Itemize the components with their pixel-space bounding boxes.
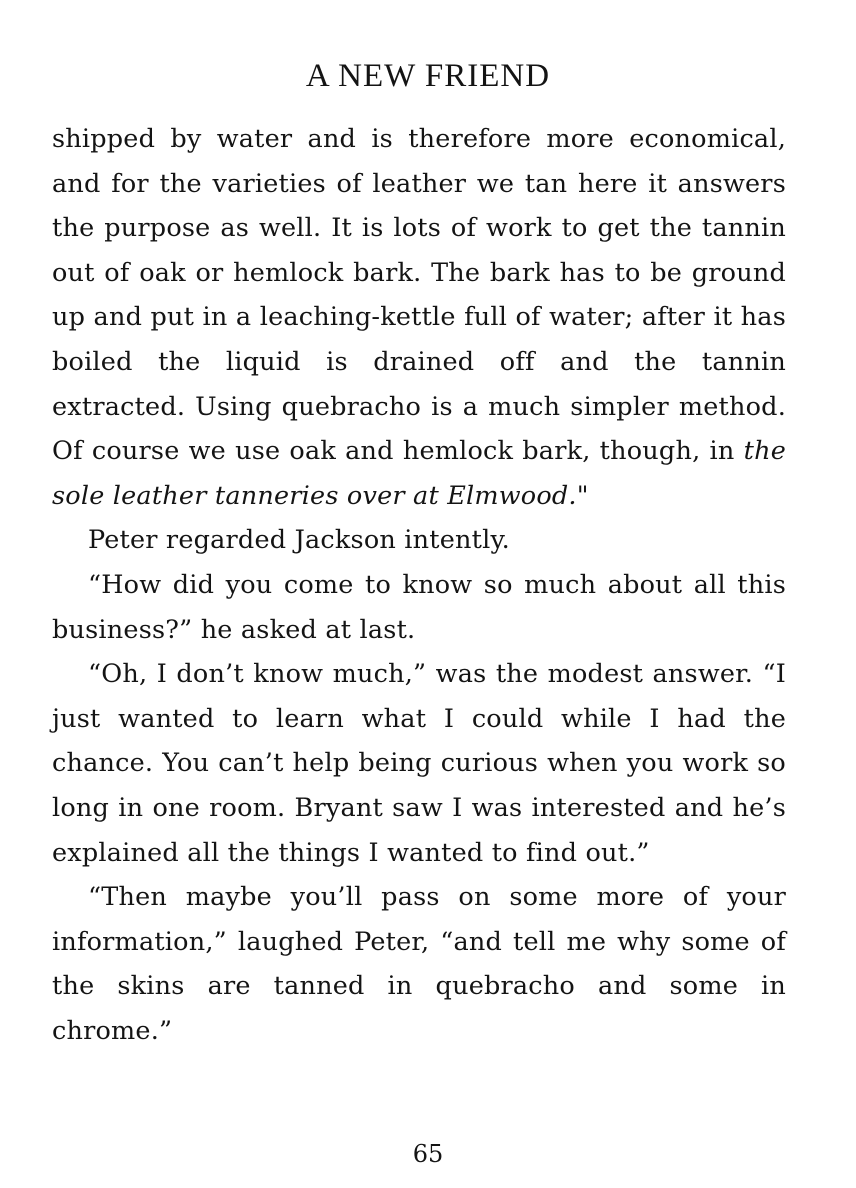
paragraph: “Oh, I don’t know much,” was the modest answer. “I just wanted to learn what I could while I had the chance. You can’t help being curious when you work so long in one room. Bryant saw I was interested and he’s explained all the things I wanted to find out.” bbox=[52, 659, 786, 868]
page-body-text bbox=[52, 117, 786, 1053]
paragraph-italic-text: the sole leather tanneries over at Elmwood." bbox=[52, 436, 786, 511]
paragraph: “Then maybe you’ll pass on some more of your information,” laughed Peter, “and tell me why some of the skins are tanned in quebracho and some in chrome.” bbox=[52, 882, 786, 1046]
paragraph-continued bbox=[52, 117, 786, 518]
paragraph-text: shipped by water and is therefore more economical, and for the varieties of leather we tan here it answers the purpose as well. It is lots of work to get the tannin out of oak or hemlock bark. The bark has to be ground up and put in a leaching-kettle full of water; after it has boiled the liquid is drained off and the tannin extracted. Using quebracho is a much simpler method. Of course we use oak and hemlock bark, though, in bbox=[52, 124, 786, 467]
page-number: 65 bbox=[412, 1140, 444, 1168]
running-head: A NEW FRIEND bbox=[305, 58, 551, 94]
paragraph: Peter regarded Jackson intently. bbox=[88, 525, 510, 556]
paragraph: “How did you come to know so much about all this business?” he asked at last. bbox=[52, 569, 786, 645]
